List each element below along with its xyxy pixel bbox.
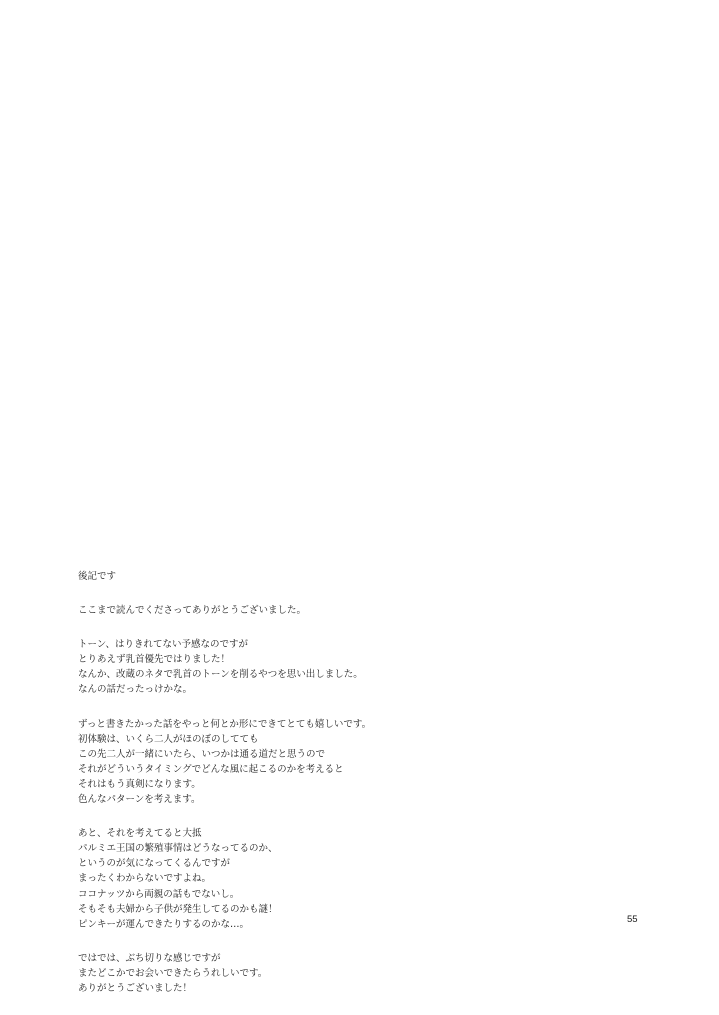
text-line: というのが気になってくるんですが <box>78 858 231 870</box>
text-line: あと、それを考えてると大抵 <box>78 828 202 840</box>
text-line: パルミエ王国の繁殖事情はどうなってるのか、 <box>78 843 278 855</box>
text-line: ずっと書きたかった話をやっと何とか形にできてとても嬉しいです。 <box>78 718 372 730</box>
text-line: ピンキーが運んできたりするのかな…。 <box>78 918 250 930</box>
text-line: 初体験は、いくら二人がほのぼのしてても <box>78 733 259 745</box>
text-line: まったくわからないですよね。 <box>78 873 212 885</box>
text-line: ココナッツから両親の話もでないし。 <box>78 888 240 900</box>
paragraph-4 <box>78 826 638 932</box>
text-line: またどこかでお会いできたらうれしいです。 <box>78 967 268 979</box>
text-line: ではでは、ぶち切りな感じですが <box>78 952 221 964</box>
paragraph-2 <box>78 637 638 697</box>
text-line: そもそも夫婦から子供が発生してるのかも謎！ <box>78 903 278 915</box>
text-line: なんか、改蔵のネタで乳首のトーンを削るやつを思い出しました。 <box>78 669 363 681</box>
afterword-title-block <box>78 569 638 584</box>
paragraph-3 <box>78 717 638 808</box>
text-line: ここまで読んでくださってありがとうございました。 <box>78 605 307 617</box>
paragraph-5 <box>78 951 638 996</box>
text-line: トーン、はりきれてない予感なのですが <box>78 639 249 651</box>
page-number: 55 <box>627 914 638 925</box>
text-line: この先二人が一緒にいたら、いつかは通る道だと思うので <box>78 748 326 760</box>
afterword-text <box>78 569 638 1015</box>
text-line: それはもう真剣になります。 <box>78 778 201 790</box>
text-line: 色んなパターンを考えます。 <box>78 794 201 806</box>
text-line: とりあえず乳首優先ではりました！ <box>78 654 231 666</box>
text-line: なんの話だったっけかな。 <box>78 684 193 696</box>
text-line: ありがとうございました！ <box>78 982 193 994</box>
text-line: それがどういうタイミングでどんな風に起こるのかを考えると <box>78 763 344 775</box>
afterword-title: 後記です <box>78 571 117 582</box>
paragraph-1 <box>78 603 638 618</box>
